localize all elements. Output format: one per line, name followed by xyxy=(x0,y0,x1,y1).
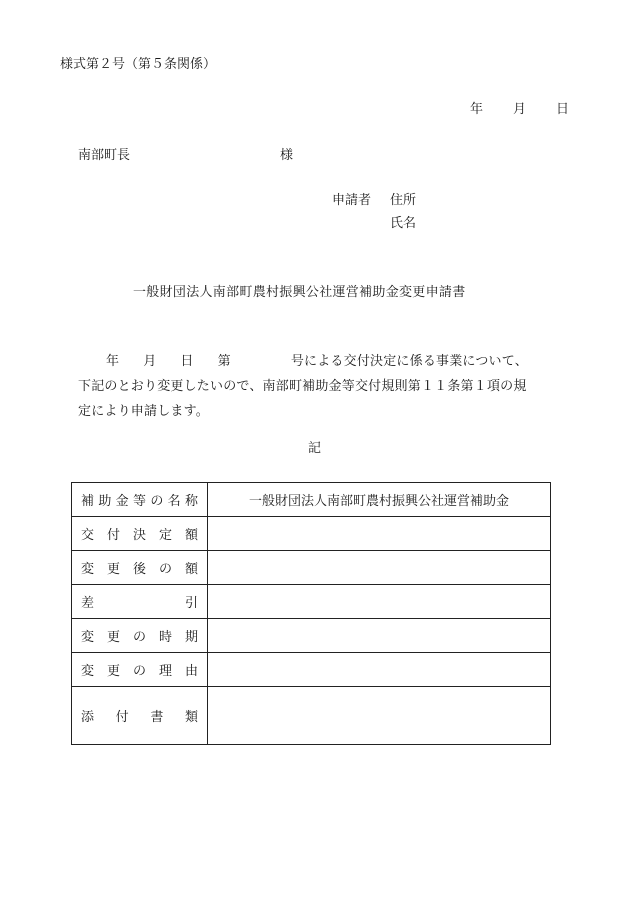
label-char: 変 xyxy=(81,562,95,577)
label-char: 付 xyxy=(115,710,129,725)
label-char: 変 xyxy=(81,630,95,645)
label-char: 付 xyxy=(106,528,120,543)
label-char: 称 xyxy=(184,494,198,509)
row-label xyxy=(72,551,208,585)
table-row xyxy=(72,619,551,653)
date-year-label: 年 xyxy=(470,102,484,117)
label-char: 由 xyxy=(184,664,198,679)
row-label-text xyxy=(81,660,198,679)
row-value[interactable] xyxy=(208,653,551,687)
table-row xyxy=(72,483,551,517)
label-char: 後 xyxy=(132,562,146,577)
row-label-text xyxy=(81,490,198,509)
form-number: 様式第２号（第５条関係） xyxy=(60,57,217,72)
row-label xyxy=(72,585,208,619)
body-year: 年 xyxy=(106,354,120,369)
label-char: 変 xyxy=(81,664,95,679)
document-title: 一般財団法人南部町農村振興公社運営補助金変更申請書 xyxy=(133,285,466,300)
row-value[interactable] xyxy=(208,517,551,551)
applicant-label: 申請者 xyxy=(332,193,372,208)
row-label xyxy=(72,483,208,517)
addressee-name: 南部町長 xyxy=(78,148,131,163)
addressee xyxy=(78,149,293,162)
label-char: 更 xyxy=(106,630,120,645)
address-label: 住所 xyxy=(390,193,417,208)
body-month: 月 xyxy=(143,354,157,369)
label-char: 名 xyxy=(167,494,181,509)
body-number-prefix: 第 xyxy=(217,354,231,369)
row-label-text xyxy=(81,524,198,543)
table-row xyxy=(72,687,551,745)
row-value[interactable] xyxy=(208,619,551,653)
table-row xyxy=(72,551,551,585)
row-label-text xyxy=(81,626,198,645)
label-char: 理 xyxy=(158,664,172,679)
addressee-honorific: 様 xyxy=(280,148,294,163)
date-line xyxy=(470,103,569,116)
body-paragraph xyxy=(78,349,588,424)
label-char: 更 xyxy=(106,664,120,679)
label-char: 添 xyxy=(81,710,95,725)
label-char: 更 xyxy=(106,562,120,577)
date-month-label: 月 xyxy=(513,102,527,117)
label-char: 引 xyxy=(184,596,198,611)
label-char: 交 xyxy=(81,528,95,543)
label-char: 助 xyxy=(98,494,112,509)
details-table xyxy=(71,482,551,745)
row-value[interactable] xyxy=(208,687,551,745)
body-line-3: 定により申請します。 xyxy=(78,404,209,419)
body-day: 日 xyxy=(180,354,194,369)
row-label xyxy=(72,653,208,687)
row-value[interactable] xyxy=(208,551,551,585)
label-char: 期 xyxy=(184,630,198,645)
label-char: 等 xyxy=(132,494,146,509)
label-char: の xyxy=(132,664,146,679)
row-label-text xyxy=(81,706,198,725)
row-value[interactable] xyxy=(208,585,551,619)
row-label xyxy=(72,517,208,551)
table-row xyxy=(72,653,551,687)
label-char: 類 xyxy=(184,710,198,725)
date-day-label: 日 xyxy=(556,102,570,117)
row-label-text xyxy=(81,558,198,577)
label-char: 額 xyxy=(184,562,198,577)
table-row xyxy=(72,517,551,551)
label-char: 補 xyxy=(81,494,95,509)
body-line-2: 下記のとおり変更したいので、南部町補助金等交付規則第１１条第１項の規 xyxy=(78,379,527,394)
label-char: 時 xyxy=(158,630,172,645)
label-char: の xyxy=(150,494,164,509)
table-row xyxy=(72,585,551,619)
row-label-text xyxy=(81,592,198,611)
label-char: 定 xyxy=(158,528,172,543)
label-char: 決 xyxy=(132,528,146,543)
row-label xyxy=(72,687,208,745)
body-line-1-rest: 号による交付決定に係る事業について、 xyxy=(290,354,528,369)
label-char: 額 xyxy=(184,528,198,543)
row-value[interactable]: 一般財団法人南部町農村振興公社運営補助金 xyxy=(208,483,551,517)
name-label: 氏名 xyxy=(390,216,417,231)
label-char: の xyxy=(158,562,172,577)
body-line-1 xyxy=(78,349,588,374)
label-char: 差 xyxy=(81,596,95,611)
row-label xyxy=(72,619,208,653)
ki-heading: 記 xyxy=(308,441,322,456)
label-char: 金 xyxy=(115,494,129,509)
label-char: 書 xyxy=(150,710,164,725)
label-char: の xyxy=(132,630,146,645)
